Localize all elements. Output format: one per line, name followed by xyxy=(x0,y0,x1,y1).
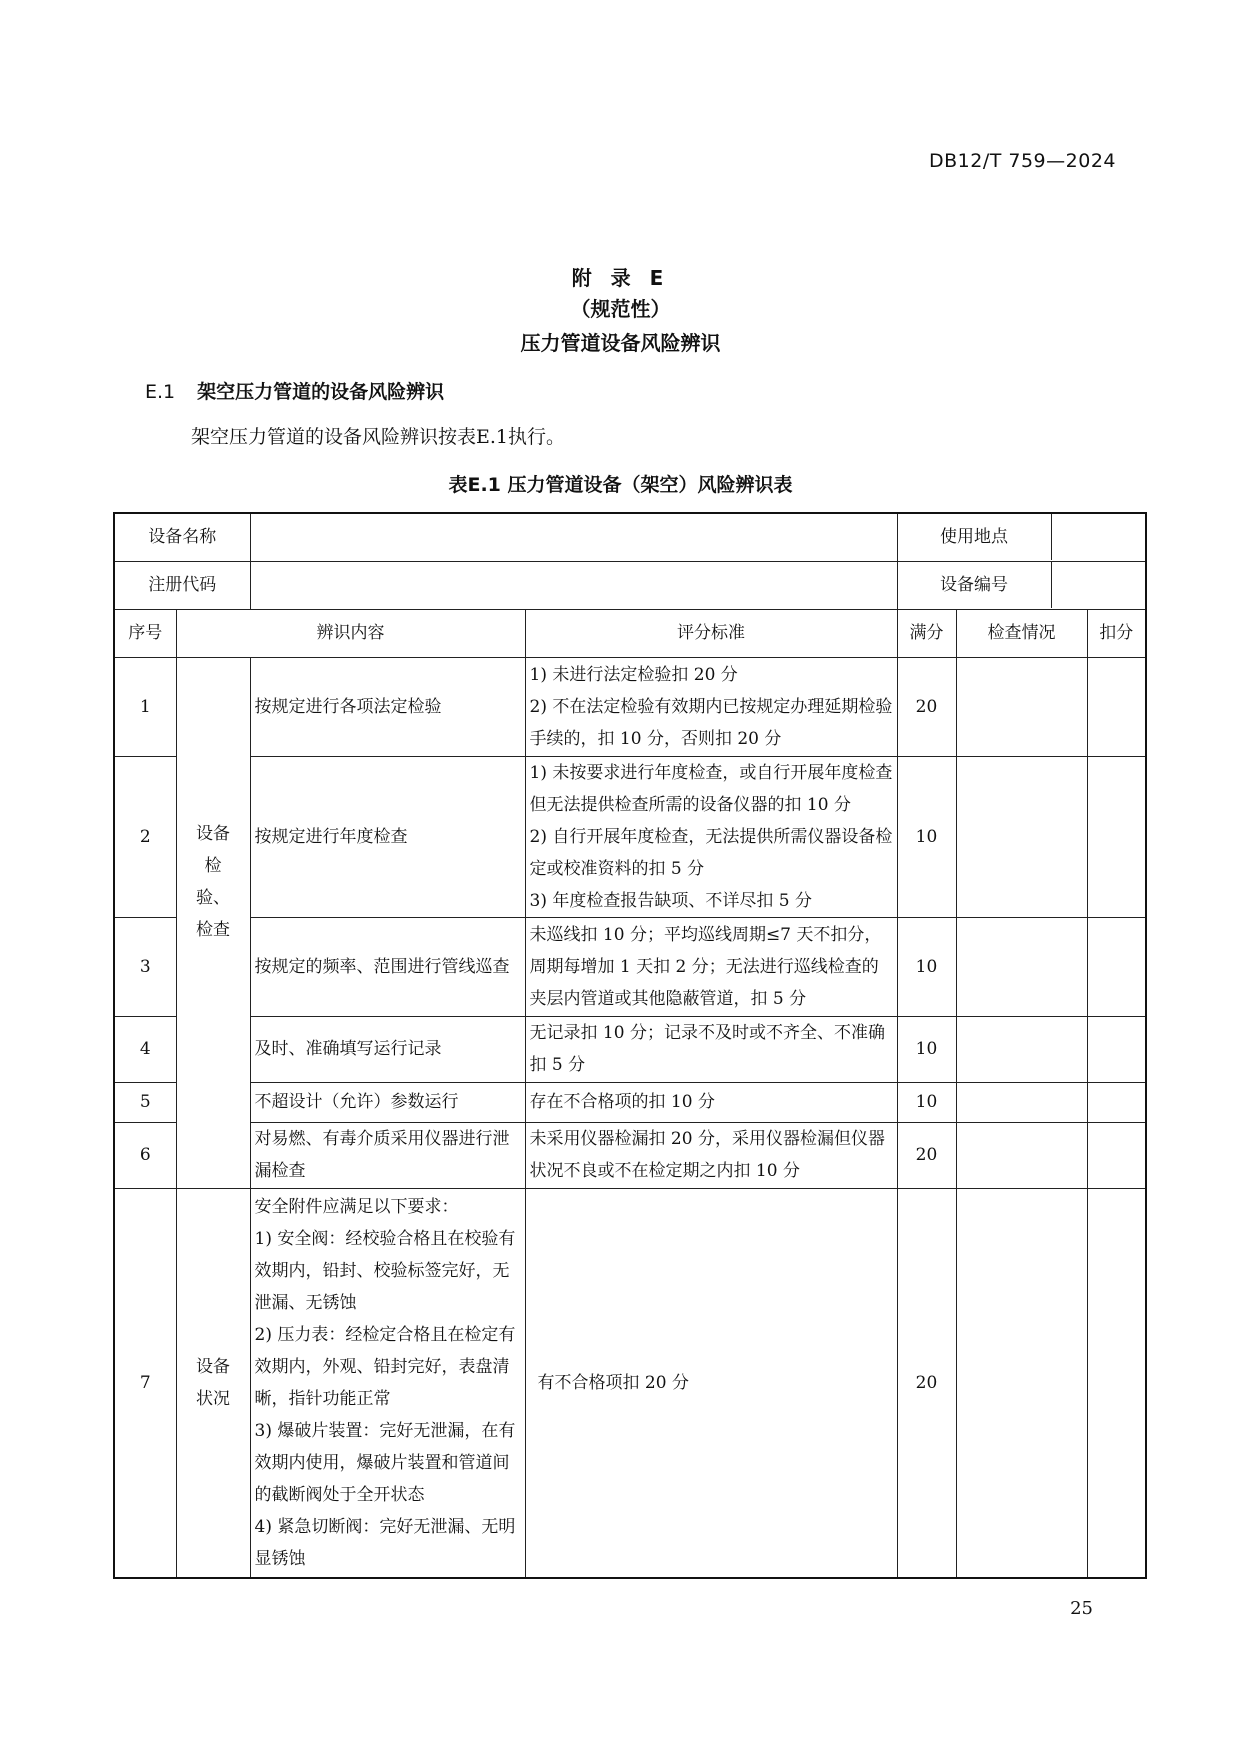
appendix-title: 附 录 E xyxy=(571,266,670,290)
row-criteria: 未采用仪器检漏扣 20 分，采用仪器检漏但仪器状况不良或不在检定期之内扣 10 分 xyxy=(525,1122,897,1188)
reg-code-label: 注册代码 xyxy=(114,561,250,609)
row-full-score: 10 xyxy=(897,1082,956,1122)
group-label-condition: 设备状况 xyxy=(176,1188,250,1578)
table-row xyxy=(114,1188,1146,1578)
device-no-label: 设备编号 xyxy=(898,562,1052,608)
row-content: 按规定进行各项法定检验 xyxy=(250,657,525,756)
row-deduction[interactable] xyxy=(1087,756,1146,917)
row-seq: 3 xyxy=(114,917,176,1016)
row-seq: 7 xyxy=(114,1188,176,1578)
row-seq: 5 xyxy=(114,1082,176,1122)
table-row xyxy=(114,1016,1146,1082)
row-deduction[interactable] xyxy=(1087,1188,1146,1578)
row-check-status[interactable] xyxy=(956,1016,1087,1082)
table-row xyxy=(114,1082,1146,1122)
row-deduction[interactable] xyxy=(1087,1122,1146,1188)
row-check-status[interactable] xyxy=(956,1082,1087,1122)
row-seq: 6 xyxy=(114,1122,176,1188)
section-number: E.1 xyxy=(145,381,176,403)
col-content: 辨识内容 xyxy=(176,609,525,657)
row-seq: 1 xyxy=(114,657,176,756)
table-row xyxy=(114,657,1146,756)
col-full: 满分 xyxy=(897,609,956,657)
row-full-score: 10 xyxy=(897,756,956,917)
row-full-score: 10 xyxy=(897,917,956,1016)
group-label-inspection: 设备检验、检查 xyxy=(176,657,250,1188)
location-value[interactable] xyxy=(1051,514,1145,560)
row-criteria: 有不合格项扣 20 分 xyxy=(525,1188,897,1578)
section-title: 架空压力管道的设备风险辨识 xyxy=(197,381,445,403)
info-row-1 xyxy=(114,513,1146,561)
device-no-cell xyxy=(897,561,1146,609)
device-no-value[interactable] xyxy=(1051,562,1145,608)
appendix-type: （规范性） xyxy=(570,297,671,321)
row-check-status[interactable] xyxy=(956,756,1087,917)
row-content: 安全附件应满足以下要求： 1) 安全阀：经校验合格且在校验有效期内，铅封、校验标签完好，无泄漏、无锈蚀 2) 压力表：经检定合格且在检定有效期内，外观、铅封完好，表盘清晰，指针功能正常 3) 爆破片装置：完好无泄漏，在有效期内使用，爆破片装置和管道间的截断阀处于全开状态 4) 紧急切断阀：完好无泄漏、无明显锈蚀 xyxy=(250,1188,525,1578)
row-seq: 4 xyxy=(114,1016,176,1082)
row-criteria: 1) 未进行法定检验扣 20 分 2) 不在法定检验有效期内已按规定办理延期检验手续的，扣 10 分，否则扣 20 分 xyxy=(525,657,897,756)
row-full-score: 20 xyxy=(897,1188,956,1578)
column-header-row xyxy=(114,609,1146,657)
table-row xyxy=(114,917,1146,1016)
col-deduct: 扣分 xyxy=(1087,609,1146,657)
row-deduction[interactable] xyxy=(1087,657,1146,756)
row-check-status[interactable] xyxy=(956,917,1087,1016)
row-check-status[interactable] xyxy=(956,657,1087,756)
row-criteria: 存在不合格项的扣 10 分 xyxy=(525,1082,897,1122)
row-content: 及时、准确填写运行记录 xyxy=(250,1016,525,1082)
table-caption: 表E.1 压力管道设备（架空）风险辨识表 xyxy=(448,474,793,496)
row-content: 不超设计（允许）参数运行 xyxy=(250,1082,525,1122)
row-deduction[interactable] xyxy=(1087,1082,1146,1122)
col-seq: 序号 xyxy=(114,609,176,657)
reg-code-value[interactable] xyxy=(250,561,897,609)
row-content: 对易燃、有毒介质采用仪器进行泄漏检查 xyxy=(250,1122,525,1188)
row-full-score: 10 xyxy=(897,1016,956,1082)
row-deduction[interactable] xyxy=(1087,1016,1146,1082)
info-row-2 xyxy=(114,561,1146,609)
col-check: 检查情况 xyxy=(956,609,1087,657)
appendix-name: 压力管道设备风险辨识 xyxy=(520,331,721,355)
row-criteria: 未巡线扣 10 分；平均巡线周期≤7 天不扣分，周期每增加 1 天扣 2 分；无法进行巡线检查的夹层内管道或其他隐蔽管道，扣 5 分 xyxy=(525,917,897,1016)
risk-table-main xyxy=(113,512,1147,1579)
page-number: 25 xyxy=(1070,1598,1093,1619)
device-name-label: 设备名称 xyxy=(114,513,250,561)
section-heading xyxy=(145,377,444,404)
document-code: DB12/T 759—2024 xyxy=(928,150,1116,172)
row-deduction[interactable] xyxy=(1087,917,1146,1016)
location-label: 使用地点 xyxy=(898,514,1052,560)
table-row xyxy=(114,756,1146,917)
row-content: 按规定的频率、范围进行管线巡查 xyxy=(250,917,525,1016)
row-check-status[interactable] xyxy=(956,1188,1087,1578)
row-full-score: 20 xyxy=(897,1122,956,1188)
row-criteria: 1) 未按要求进行年度检查，或自行开展年度检查但无法提供检查所需的设备仪器的扣 10 分 2) 自行开展年度检查，无法提供所需仪器设备检定或校准资料的扣 5 分 3) 年度检查报告缺项、不详尽扣 5 分 xyxy=(525,756,897,917)
table-row xyxy=(114,1122,1146,1188)
row-full-score: 20 xyxy=(897,657,956,756)
row-content: 按规定进行年度检查 xyxy=(250,756,525,917)
row-criteria: 无记录扣 10 分；记录不及时或不齐全、不准确扣 5 分 xyxy=(525,1016,897,1082)
body-paragraph: 架空压力管道的设备风险辨识按表E.1执行。 xyxy=(191,426,565,448)
row-seq: 2 xyxy=(114,756,176,917)
device-name-value[interactable] xyxy=(250,513,897,561)
col-criteria: 评分标准 xyxy=(525,609,897,657)
row-check-status[interactable] xyxy=(956,1122,1087,1188)
location-cell xyxy=(897,513,1146,561)
